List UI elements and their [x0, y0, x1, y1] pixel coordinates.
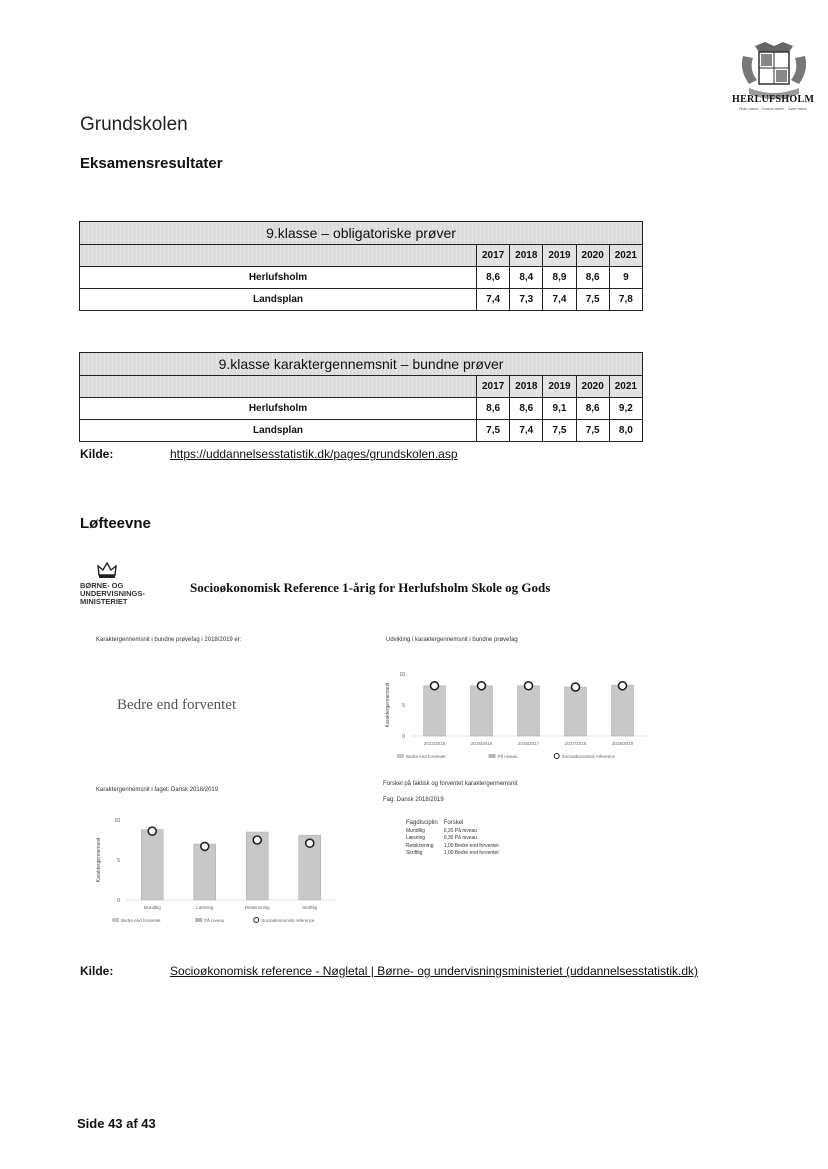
table-cell: 1,00 Bedre end forventet	[443, 850, 499, 856]
x-tick-label: 2017/2018	[564, 741, 587, 746]
table-cell: 7,4	[477, 289, 510, 311]
y-tick-label: 10	[399, 672, 405, 678]
header-blank	[80, 376, 477, 398]
chart-development	[385, 660, 650, 768]
x-tick-label: 2014/2015	[423, 741, 446, 746]
table-title: 9.klasse – obligatoriske prøver	[80, 222, 643, 245]
table-cell: 8,4	[510, 267, 543, 289]
diff-table	[406, 820, 505, 858]
logo-motto: Ride vaere · Kunne mere · Gøre mere	[739, 106, 807, 111]
exam-table-mandatory	[79, 221, 643, 311]
table-cell: 7,8	[609, 289, 642, 311]
x-tick-label: Retskrivning	[244, 905, 270, 910]
table-row	[80, 289, 643, 311]
y-tick-label: 5	[402, 703, 405, 709]
row-label: Herlufsholm	[80, 398, 477, 420]
year-header: 2020	[576, 376, 609, 398]
header-blank	[80, 245, 477, 267]
year-header: 2020	[576, 245, 609, 267]
y-tick-label: 0	[117, 898, 120, 904]
y-tick-label: 5	[117, 858, 120, 864]
bar	[424, 686, 446, 736]
year-header: 2021	[609, 376, 642, 398]
source-link-socio[interactable]: Socioøkonomisk reference - Nøgletal | Børne- og undervisningsministeriet (uddannelsesstatistik.dk)	[170, 964, 699, 978]
diff-subject: Fag: Dansk 2018/2019	[383, 797, 444, 803]
reference-marker	[306, 839, 314, 847]
bar	[141, 830, 163, 900]
table-title: 9.klasse karaktergennemsnit – bundne prøver	[80, 353, 643, 376]
table-cell: 7,4	[543, 289, 576, 311]
table-cell: 9	[609, 267, 642, 289]
year-header: 2018	[510, 376, 543, 398]
table-cell: Skriftlig	[406, 850, 423, 856]
section-heading: Grundskolen	[80, 114, 188, 135]
bar	[612, 685, 634, 736]
page-number: Side 43 af 43	[77, 1116, 156, 1131]
legend-swatch-level	[195, 918, 202, 922]
crown-icon	[96, 561, 118, 579]
table-cell: 8,6	[477, 398, 510, 420]
reference-marker	[148, 827, 156, 835]
table-row	[406, 820, 505, 828]
table-cell: 8,0	[609, 420, 642, 442]
legend-swatch-better	[112, 918, 119, 922]
table-cell: 8,6	[576, 398, 609, 420]
x-tick-label: 2016/2017	[517, 741, 540, 746]
x-tick-label: 2015/2016	[470, 741, 493, 746]
table-cell: 8,6	[576, 267, 609, 289]
year-header: 2018	[510, 245, 543, 267]
reference-marker	[572, 683, 580, 691]
chart1-title: Udvikling i karaktergennemsnit i bundne prøvefag	[386, 637, 518, 643]
legend-swatch-better	[397, 754, 404, 758]
legend-label: Bedre end forventet	[121, 918, 161, 923]
table-cell: 7,3	[510, 289, 543, 311]
ministry-line: UNDERVISNINGS-	[80, 589, 145, 598]
row-label: Landsplan	[80, 420, 477, 442]
year-header: 2021	[609, 245, 642, 267]
bar	[194, 844, 216, 900]
table-cell: 8,9	[543, 267, 576, 289]
table-row	[80, 398, 643, 420]
table-cell: 8,6	[477, 267, 510, 289]
table-cell: Læsning	[406, 835, 426, 841]
table-cell: 1,00 Bedre end forventet	[443, 842, 499, 849]
table-cell: 7,5	[543, 420, 576, 442]
table-row	[80, 267, 643, 289]
legend-label: Socioøkonomisk reference	[261, 918, 315, 923]
x-tick-label: Mundtlig	[143, 905, 161, 910]
x-tick-label: Læsning	[196, 905, 214, 910]
reference-marker	[253, 836, 261, 844]
legend-label: Socioøkonomisk reference	[561, 754, 615, 759]
reference-marker	[619, 682, 627, 690]
legend-swatch-level	[489, 754, 496, 758]
chart-dansk	[96, 810, 346, 934]
legend-marker	[554, 754, 559, 759]
diff-header: Fagdisciplin	[406, 820, 438, 826]
row-label: Herlufsholm	[80, 267, 477, 289]
legend-label: Bedre end forventet	[406, 754, 446, 759]
reference-marker	[525, 682, 533, 690]
source-label: Kilde:	[80, 447, 114, 461]
bar	[471, 686, 493, 736]
diff-title: Forskel på faktisk og forventet karaktergennemsnit	[383, 781, 518, 787]
table-cell: 8,6	[510, 398, 543, 420]
table-row	[406, 828, 505, 836]
ministry-line: MINISTERIET	[80, 597, 128, 606]
x-tick-label: 2018/2019	[611, 741, 634, 746]
table-cell: 7,4	[510, 420, 543, 442]
bar	[565, 687, 587, 736]
logo-wordmark: HERLUFSHOLM	[732, 94, 815, 105]
year-header: 2017	[477, 245, 510, 267]
table-row	[406, 850, 505, 858]
ministry-name	[80, 582, 145, 606]
table-row	[406, 843, 505, 851]
year-header: 2019	[543, 245, 576, 267]
table-row	[80, 420, 643, 442]
table-cell: 0,30 På niveau	[443, 835, 478, 841]
exam-table-bound	[79, 352, 643, 442]
table-cell: 7,5	[576, 289, 609, 311]
table-cell: Retskrivning	[406, 842, 434, 849]
legend-label: På niveau	[204, 918, 225, 923]
exam-heading: Eksamensresultater	[80, 155, 223, 172]
source-label: Kilde:	[80, 964, 114, 978]
table-cell: 9,1	[543, 398, 576, 420]
reference-marker	[431, 682, 439, 690]
table-cell: Mundtlig	[406, 827, 425, 834]
ministry-line: BØRNE- OG	[80, 581, 124, 590]
report-title: Socioøkonomisk Reference 1-årig for Herlufsholm Skole og Gods	[190, 580, 551, 595]
y-axis-label: Karaktergennemsnit	[96, 837, 102, 883]
table-cell: 7,5	[576, 420, 609, 442]
legend-label: På niveau	[497, 754, 518, 759]
diff-header: Forskel	[443, 820, 464, 826]
year-header: 2019	[543, 376, 576, 398]
reference-marker	[201, 842, 209, 850]
table-cell: 7,5	[477, 420, 510, 442]
y-tick-label: 0	[402, 734, 405, 740]
table-cell: 0,20 På niveau	[443, 827, 478, 834]
table-cell: 9,2	[609, 398, 642, 420]
y-tick-label: 10	[114, 818, 120, 824]
bar	[518, 686, 540, 736]
panel1-result: Bedre end forventet	[117, 697, 237, 713]
chart2-title: Karaktergennemsnit i faget: Dansk 2018/2019	[96, 787, 219, 793]
row-label: Landsplan	[80, 289, 477, 311]
table-row	[406, 835, 505, 843]
lift-heading: Løfteevne	[80, 515, 151, 532]
panel1-label: Karaktergennemsnit i bundne prøvefag i 2018/2019 er:	[96, 637, 242, 643]
y-axis-label: Karaktergennemsnit	[385, 682, 391, 728]
x-tick-label: Skriftlig	[302, 905, 318, 910]
year-header: 2017	[477, 376, 510, 398]
reference-marker	[478, 682, 486, 690]
source-link-grundskolen[interactable]: https://uddannelsesstatistik.dk/pages/grundskolen.asp	[170, 447, 458, 461]
legend-marker	[254, 918, 259, 923]
